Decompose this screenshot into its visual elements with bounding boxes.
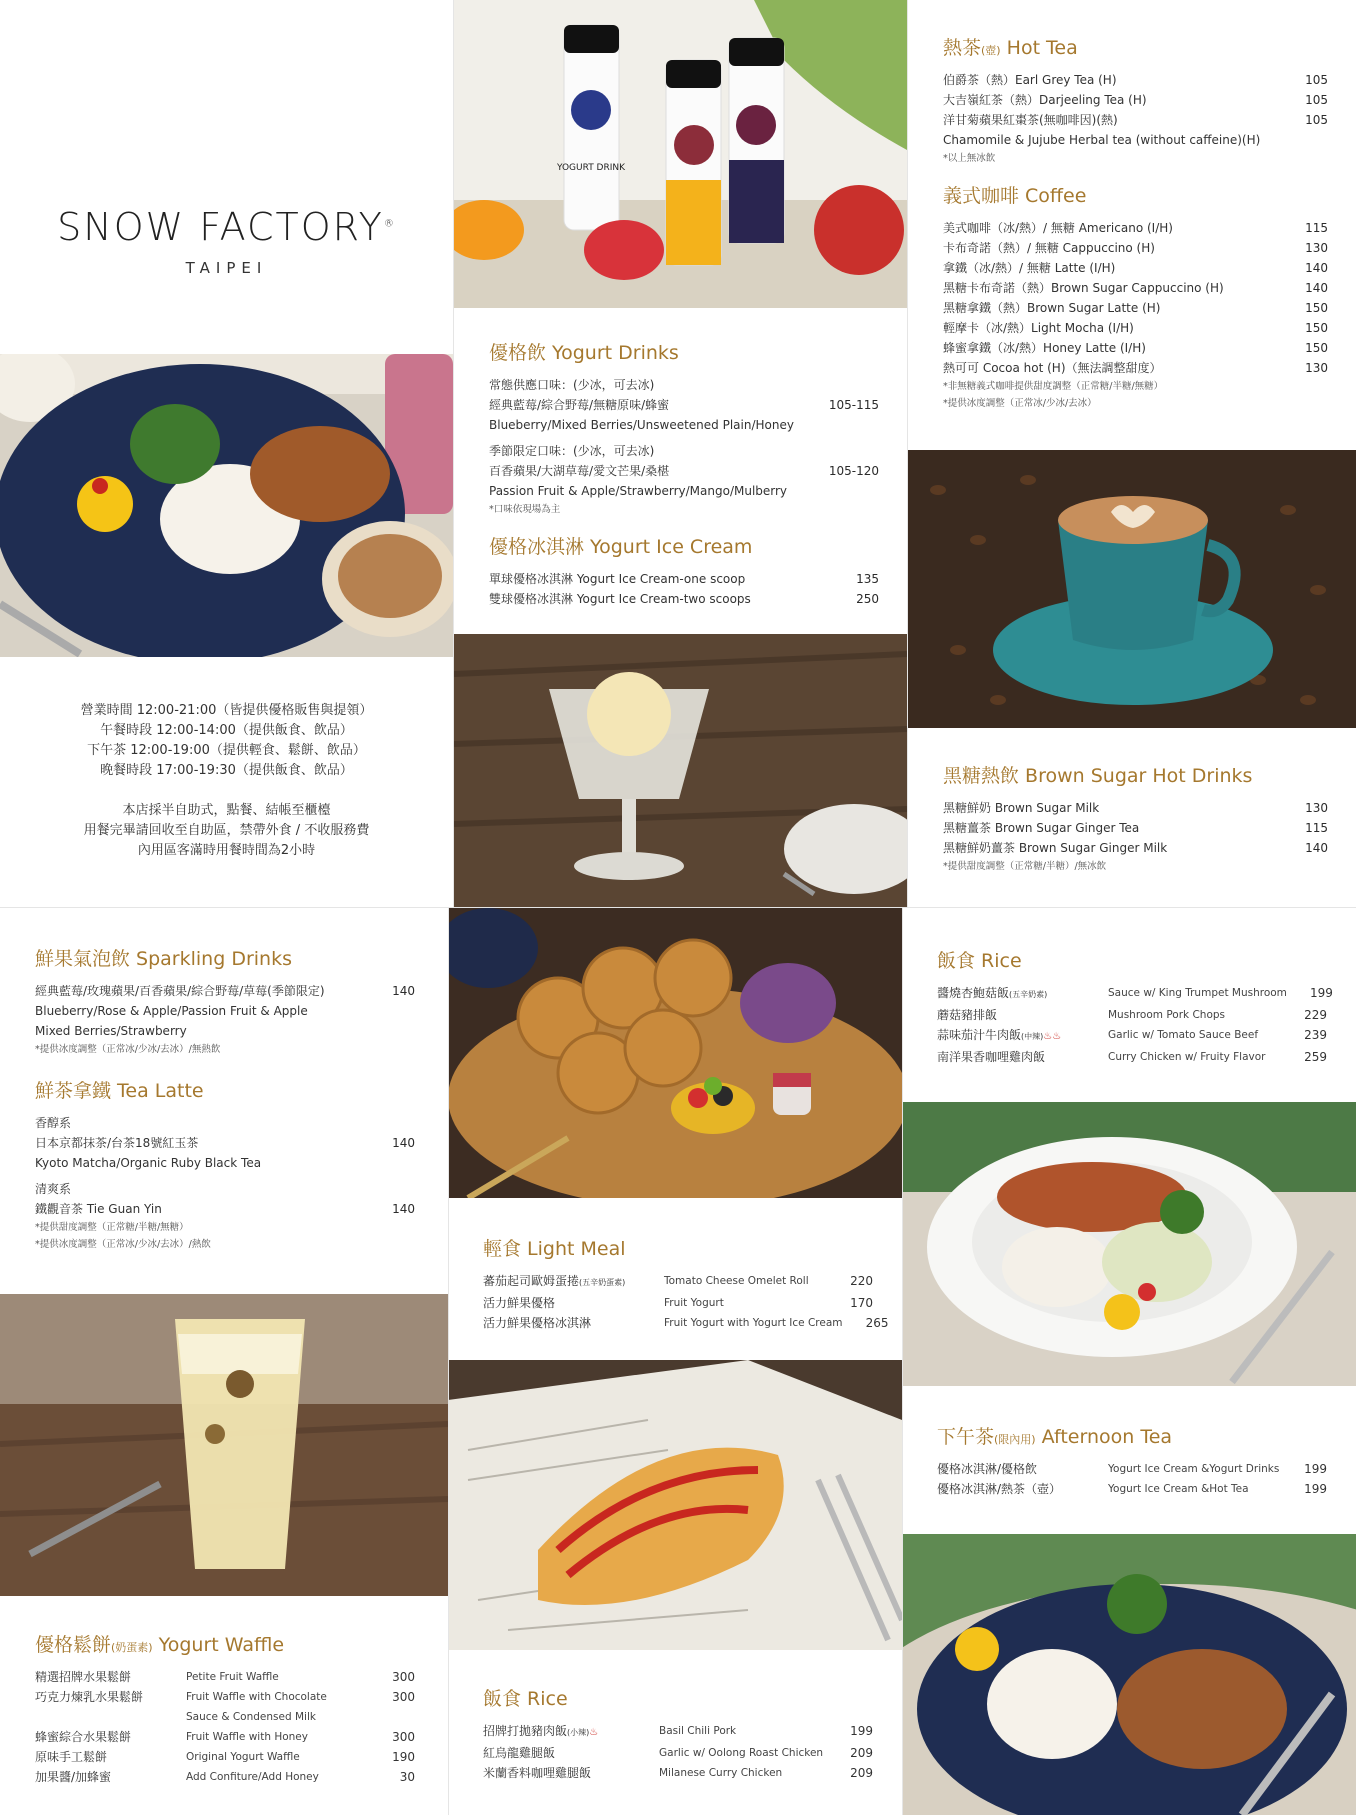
menu-item-tag: (小辣) [567,1728,590,1737]
regular-flavors-en: Blueberry/Mixed Berries/Unsweetened Plain/Honey [489,418,794,432]
menu-item: 黑糖鮮奶 Brown Sugar Milk [943,801,1100,815]
menu-item: 蘑菇豬排飯 [937,1008,998,1022]
menu-item-en: Add Confiture/Add Honey [186,1771,319,1783]
regular-price: 105-115 [828,398,879,412]
hours-line: 下午茶 12:00-19:00（提供輕食、鬆餅、飲品） [87,743,366,758]
seasonal-flavors-en: Passion Fruit & Apple/Strawberry/Mango/Mulberry [489,484,788,498]
menu-item: 活力鮮果優格 [483,1296,556,1310]
coffee-title: 義式咖啡 Coffee [943,185,1087,207]
photo-coffee-cup [908,450,1356,728]
menu-item-en: Petite Fruit Waffle [186,1671,279,1683]
menu-price: 300 [392,1730,415,1744]
photo-ice-cream [454,634,907,907]
divider [448,908,449,1815]
chili-icon: ♨ [589,1727,599,1738]
rice-right-panel [902,908,1356,1102]
coffee-note: *非無糖義式咖啡提供甜度調整（正常糖/半糖/無糖） [943,381,1164,392]
menu-price: 229 [1304,1008,1327,1022]
hot-tea-title-small: (壺) [981,44,1001,57]
rice-mid-title: 飯食 Rice [483,1688,568,1710]
sparkling-note: *提供冰度調整（正常冰/少冰/去冰）/無熱飲 [35,1044,221,1055]
brown-sugar-panel [908,728,1356,907]
bottle-label: YOGURT DRINK [556,163,626,173]
photo-chicken-plate-2 [902,1534,1356,1815]
menu-item: 活力鮮果優格冰淇淋 [483,1316,592,1330]
sparkling-price: 140 [392,984,415,998]
light-meal-title: 輕食 Light Meal [483,1238,626,1260]
menu-item: 拿鐵（冰/熱）/ 無糖 Latte (I/H) [943,261,1116,275]
menu-item: 洋甘菊蘋果紅棗茶(無咖啡因)(熱) [943,113,1118,127]
rule-line: 內用區客滿時用餐時間為2小時 [137,843,316,858]
menu-item: 蒜味茄汁牛肉飯 [937,1028,1022,1042]
menu-item-en: Fruit Yogurt with Yogurt Ice Cream [664,1317,843,1329]
menu-item: 原味手工鬆餅 [35,1750,108,1764]
ice-cream-title: 優格冰淇淋 Yogurt Ice Cream [489,536,753,558]
menu-item: 巧克力煉乳水果鬆餅 [35,1690,144,1704]
menu-item [35,1707,180,1727]
menu-item-en: Sauce & Condensed Milk [186,1711,316,1723]
menu-item-en: Fruit Waffle with Chocolate [186,1691,327,1703]
sparkling-title: 鮮果氣泡飲 Sparkling Drinks [35,948,292,970]
menu-item: 黑糖鮮奶薑茶 Brown Sugar Ginger Milk [943,841,1168,855]
menu-item-tag: (中辣) [1021,1032,1044,1041]
menu-price: 190 [392,1750,415,1764]
menu-price: 265 [865,1316,889,1330]
tea-latte-group: 香醇系 [35,1116,72,1130]
divider [0,907,1356,908]
chili-icon: ♨♨ [1043,1031,1062,1042]
menu-price: 250 [856,592,879,606]
rice-right-title: 飯食 Rice [937,950,1022,972]
menu-item: 優格冰淇淋/優格飲 [937,1462,1038,1476]
yogurt-note: *口味依現場為主 [489,504,561,515]
menu-price: 105 [1305,93,1328,107]
menu-item-en: Sauce w/ King Trumpet Mushroom [1108,987,1287,999]
menu-item: 黑糖拿鐵（熱）Brown Sugar Latte (H) [943,301,1161,315]
menu-item: 加果醬/加蜂蜜 [35,1770,112,1784]
menu-price: 140 [1305,261,1328,275]
menu-item: 美式咖啡（冰/熱）/ 無糖 Americano (I/H) [943,221,1173,235]
afternoon-tea-title-zh: 下午茶 [937,1426,995,1448]
menu-price: 199 [1310,986,1333,1000]
hours-panel [0,657,453,907]
seasonal-flavors: 百香蘋果/大湖草莓/愛文芒果/桑椹 [489,464,670,478]
menu-item: 蕃茄起司歐姆蛋捲 [483,1274,580,1288]
tea-latte-note: *提供甜度調整（正常糖/半糖/無糖） [35,1222,189,1233]
menu-price: 30 [399,1770,415,1784]
hours-line: 午餐時段 12:00-14:00（提供飯食、飲品） [100,723,353,738]
brand-city: TAIPEI [185,259,268,277]
menu-price: 170 [850,1296,873,1310]
menu-item-en: Milanese Curry Chicken [659,1767,783,1779]
brand-panel [0,0,453,354]
menu-item: 黑糖薑茶 Brown Sugar Ginger Tea [943,821,1140,835]
coffee-note: *提供冰度調整（正常冰/少冰/去冰） [943,398,1097,409]
menu-price: 209 [850,1766,873,1780]
menu-price: 140 [1305,841,1328,855]
menu-item: 精選招牌水果鬆餅 [35,1670,132,1684]
menu-item-en: Basil Chili Pork [659,1725,737,1737]
divider [907,0,908,907]
photo-omelet [448,1360,902,1650]
waffle-panel [0,1596,448,1815]
menu-price: 150 [1305,321,1328,335]
menu-item: 南洋果香咖哩雞肉飯 [937,1050,1046,1064]
menu-price: 259 [1304,1050,1327,1064]
photo-yogurt-bottles [454,0,907,308]
menu-price: 199 [850,1724,873,1738]
tea-latte-title: 鮮茶拿鐵 Tea Latte [35,1080,204,1102]
brand-name: SNOW FACTORY [57,205,384,249]
yogurt-drinks-title: 優格飲 Yogurt Drinks [489,342,679,364]
brown-sugar-title: 黑糖熱飲 Brown Sugar Hot Drinks [943,765,1253,787]
sparkling-flavors-en: Mixed Berries/Strawberry [35,1024,187,1038]
yogurt-panel [454,308,907,634]
photo-chicken-plate [0,354,453,657]
menu-price: 199 [1304,1482,1327,1496]
rice-mid-panel [448,1650,902,1815]
tea-latte-price: 140 [392,1202,415,1216]
menu-price: 140 [1305,281,1328,295]
menu-item: 醬燒杏鮑菇飯 [937,986,1010,1000]
sparkling-tea-panel [0,908,448,1294]
tea-latte-flavors-en: Kyoto Matcha/Organic Ruby Black Tea [35,1156,262,1170]
seasonal-label: 季節限定口味：(少冰，可去冰) [489,444,655,458]
brand-reg: ® [383,218,396,230]
hours-line: 晚餐時段 17:00-19:30（提供飯食、飲品） [100,763,353,778]
afternoon-tea-title-small: (限內用) [994,1433,1036,1446]
seasonal-price: 105-120 [828,464,879,478]
menu-price: 105 [1305,113,1328,127]
hours-block [0,701,453,861]
waffle-title-zh: 優格鬆餅 [35,1634,112,1656]
menu-price: 130 [1305,361,1328,375]
tea-latte-flavors: 日本京都抹茶/台茶18號紅玉茶 [35,1136,199,1150]
menu-price: 130 [1305,801,1328,815]
hot-tea-title-zh: 熱茶 [943,37,982,59]
menu-item: 優格冰淇淋/熱茶（壺） [937,1482,1062,1496]
tea-latte-note: *提供冰度調整（正常冰/少冰/去冰）/熱飲 [35,1239,211,1250]
menu-item-en: Fruit Waffle with Honey [186,1731,308,1743]
menu-item: 伯爵茶（熱）Earl Grey Tea (H) [943,73,1117,87]
tea-coffee-panel [908,0,1356,450]
menu-item: 蜂蜜綜合水果鬆餅 [35,1730,132,1744]
menu-item: 熱可可 Cocoa hot (H)（無法調整甜度） [943,361,1162,375]
hot-tea-title-en: Hot Tea [1006,37,1078,59]
menu-price: 105 [1305,73,1328,87]
rule-line: 用餐完畢請回收至自助區，禁帶外食 / 不收服務費 [83,823,370,838]
photo-sparkling-drink [0,1294,448,1596]
hot-tea-note: *以上無冰飲 [943,153,996,164]
menu-item-en: Tomato Cheese Omelet Roll [664,1275,809,1287]
afternoon-tea-panel [902,1386,1356,1534]
menu-item-en: Yogurt Ice Cream &Hot Tea [1108,1483,1249,1495]
menu-item: 雙球優格冰淇淋 Yogurt Ice Cream-two scoops [489,592,751,606]
regular-label: 常態供應口味：(少冰，可去冰) [489,378,655,392]
menu-price: 150 [1305,341,1328,355]
menu-item: 單球優格冰淇淋 Yogurt Ice Cream-one scoop [489,572,746,586]
rule-line: 本店採半自助式，點餐、結帳至櫃檯 [122,803,331,818]
menu-item: 輕摩卡（冰/熱）Light Mocha (I/H) [943,321,1134,335]
sparkling-flavors-en: Blueberry/Rose & Apple/Passion Fruit & Apple [35,1004,308,1018]
brown-sugar-note: *提供甜度調整（正常糖/半糖）/無冰飲 [943,861,1107,872]
divider [902,908,903,1815]
photo-rice-plate [902,1102,1356,1386]
menu-price: 300 [392,1690,415,1704]
divider [453,0,454,907]
tea-latte-group: 清爽系 [35,1182,72,1196]
menu-price: 135 [856,572,879,586]
menu-item-en: Original Yogurt Waffle [186,1751,300,1763]
tea-latte-flavors: 鐵觀音茶 Tie Guan Yin [35,1202,162,1216]
menu-price [369,1707,415,1727]
menu-item-tag: (五辛奶蛋素) [579,1278,626,1287]
menu-item-tag: (五辛奶素) [1009,990,1048,999]
menu-item: 黑糖卡布奇諾（熱）Brown Sugar Cappuccino (H) [943,281,1224,295]
menu-price: 209 [850,1746,873,1760]
menu-price: 300 [392,1670,415,1684]
menu-item-en: Yogurt Ice Cream &Yogurt Drinks [1108,1463,1280,1475]
waffle-title-small: (奶蛋素) [111,1641,153,1654]
sparkling-flavors: 經典藍莓/玫瑰蘋果/百香蘋果/綜合野莓/草莓(季節限定) [35,984,325,998]
menu-price: 150 [1305,301,1328,315]
afternoon-tea-title-en: Afternoon Tea [1041,1426,1173,1448]
menu-item: 大吉嶺紅茶（熱）Darjeeling Tea (H) [943,93,1147,107]
menu-item-en: Garlic w/ Oolong Roast Chicken [659,1747,824,1759]
menu-price: 115 [1305,221,1328,235]
menu-price: 220 [850,1274,873,1288]
regular-flavors: 經典藍莓/綜合野莓/無糖原味/蜂蜜 [489,398,670,412]
menu-item-en: Mushroom Pork Chops [1108,1009,1226,1021]
menu-price: 199 [1304,1462,1327,1476]
menu-item: 米蘭香料咖哩雞腿飯 [483,1766,592,1780]
menu-item: 卡布奇諾（熱）/ 無糖 Cappuccino (H) [943,241,1155,255]
menu-item: 蜂蜜拿鐵（冰/熱）Honey Latte (I/H) [943,341,1146,355]
tea-latte-price: 140 [392,1136,415,1150]
menu-item: 招牌打拋豬肉飯 [483,1724,568,1738]
hours-line: 營業時間 12:00-21:00（皆提供優格販售與提領） [80,703,373,718]
menu-item-en: Garlic w/ Tomato Sauce Beef [1108,1029,1259,1041]
light-meal-panel [448,1198,902,1360]
menu-price: 115 [1305,821,1328,835]
menu-item: Chamomile & Jujube Herbal tea (without caffeine)(H) [943,133,1261,147]
photo-waffle [448,908,902,1198]
menu-price: 130 [1305,241,1328,255]
menu-item-en: Curry Chicken w/ Fruity Flavor [1108,1051,1266,1063]
waffle-title-en: Yogurt Waffle [158,1634,285,1656]
menu-item: 紅烏龍雞腿飯 [483,1746,556,1760]
menu-item-en: Fruit Yogurt [664,1297,724,1309]
brand-logo [0,205,453,277]
menu-price: 239 [1304,1028,1327,1042]
